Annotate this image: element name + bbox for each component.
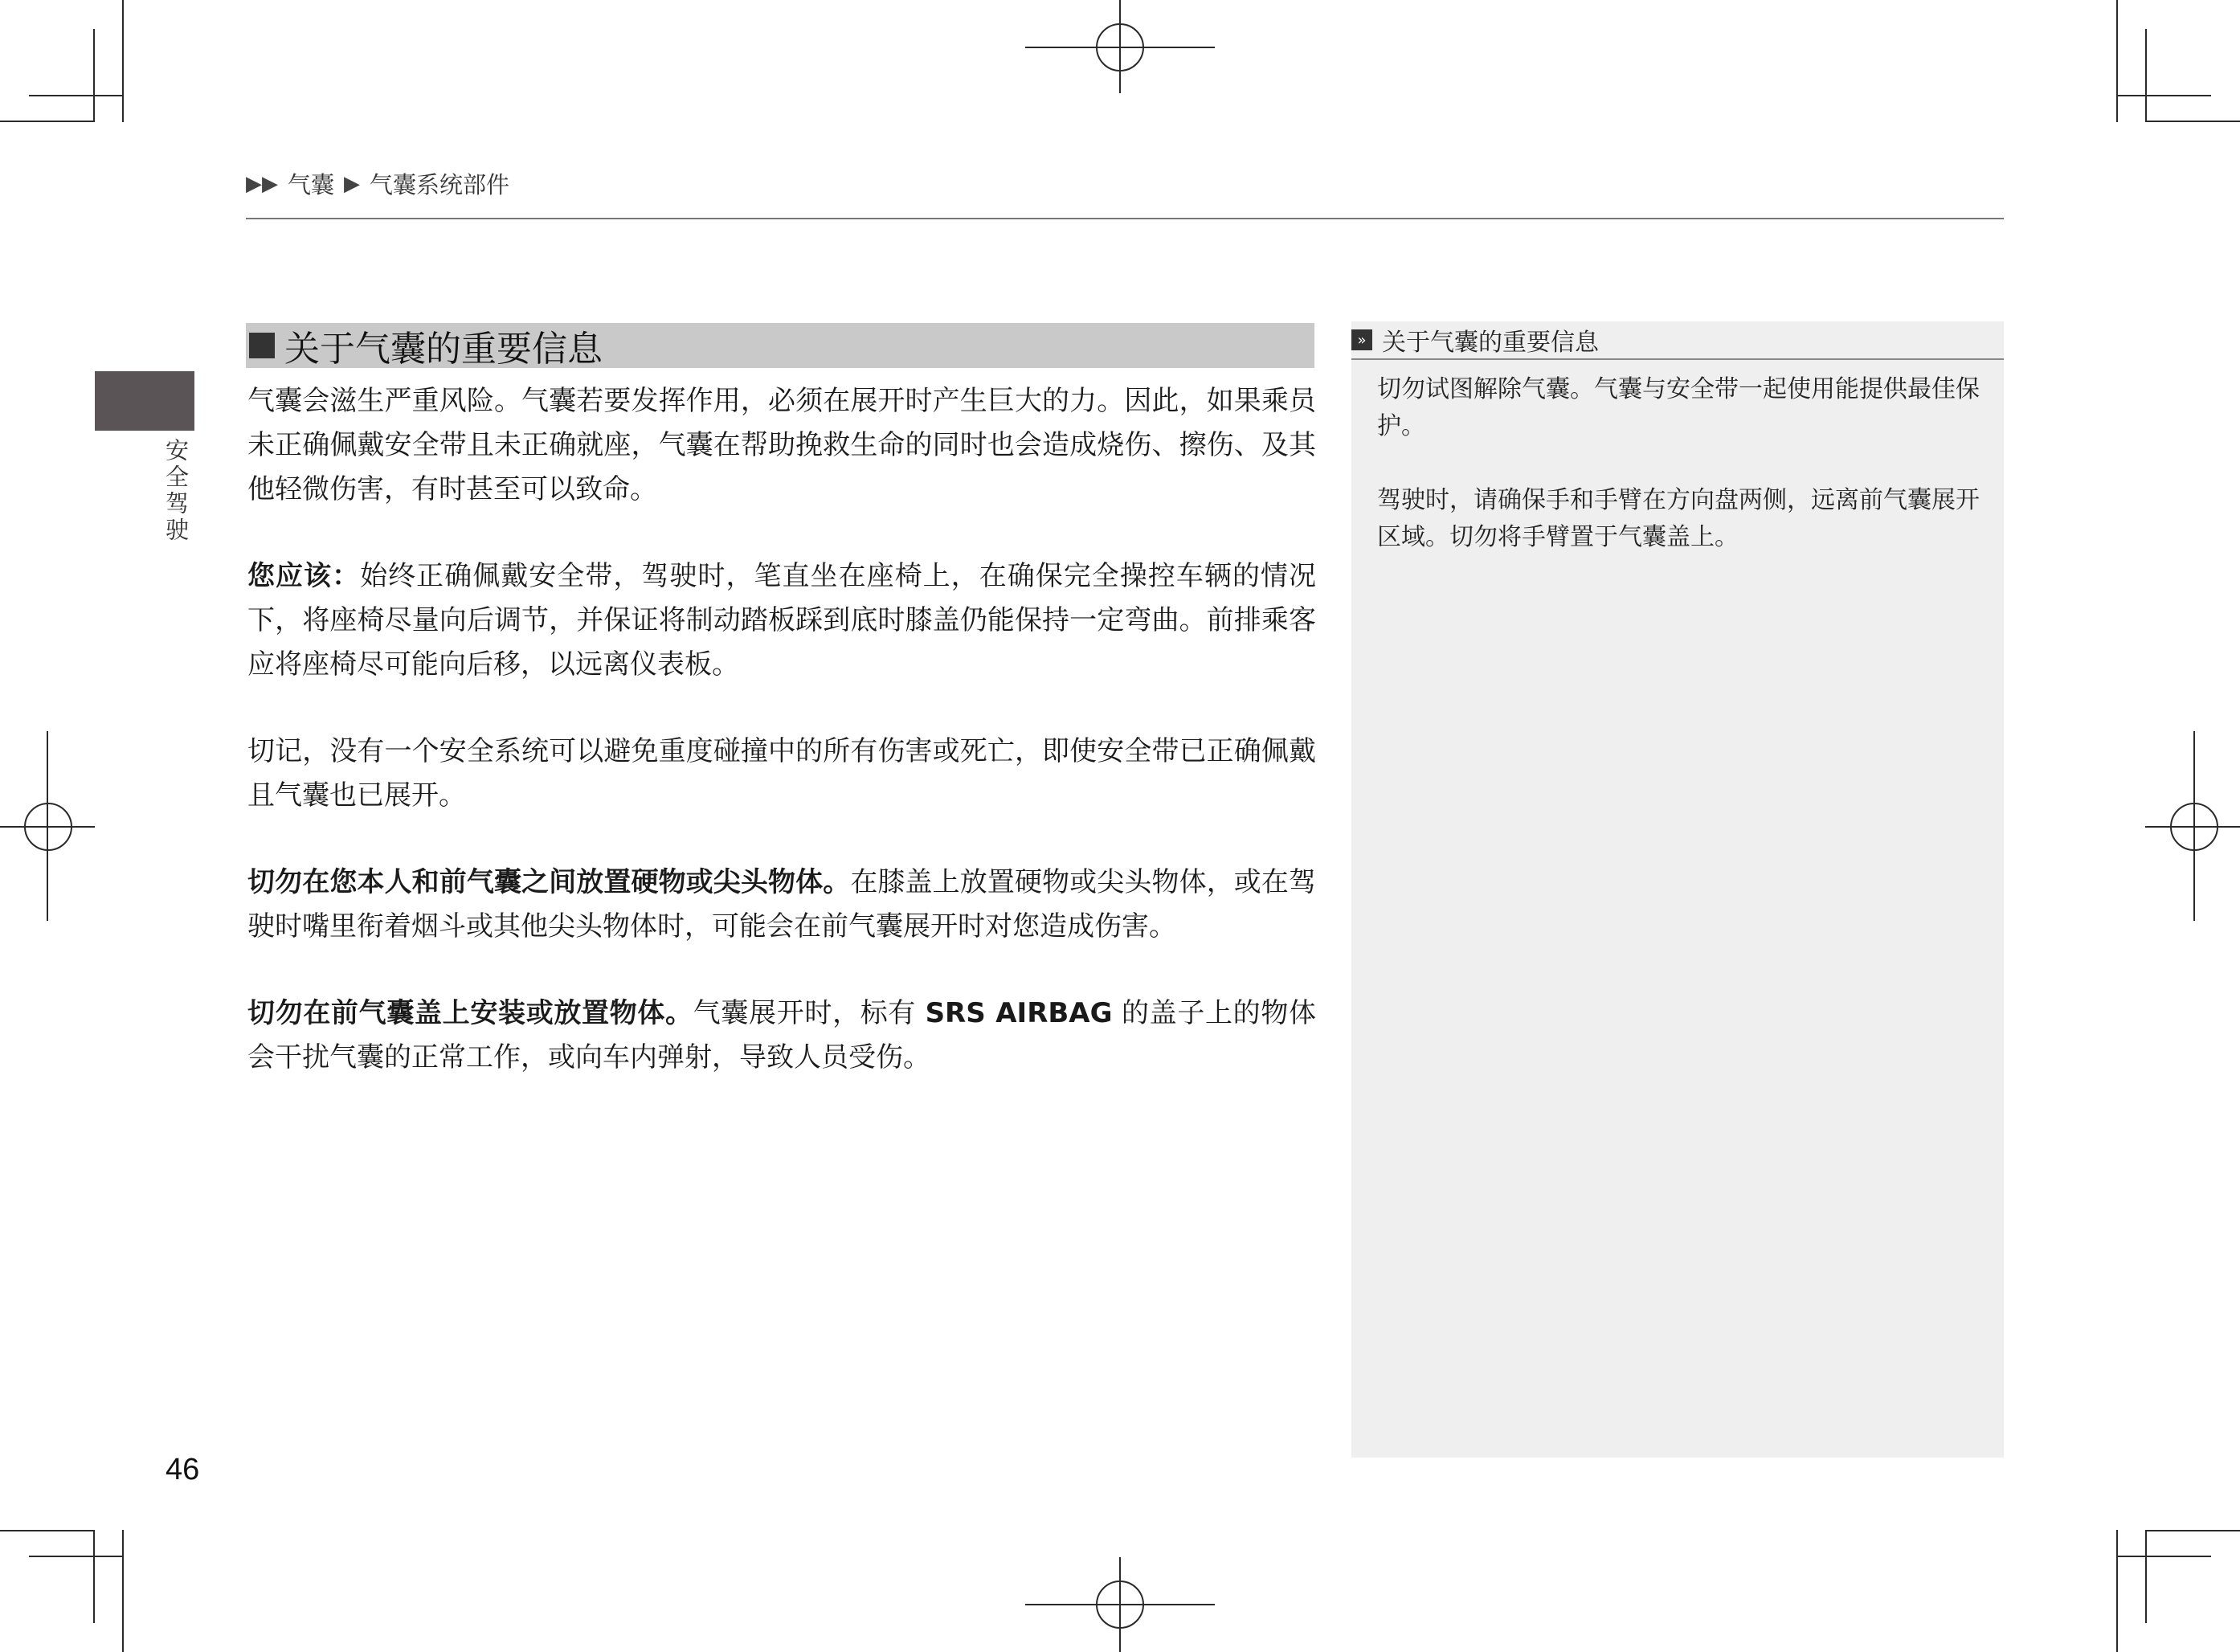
chevron-right-icon: » [1351, 329, 1372, 350]
paragraph-remember: 切记，没有一个安全系统可以避免重度碰撞中的所有伤害或死亡，即使安全带已正确佩戴且气囊也已展开。 [247, 735, 1316, 812]
sidebar-note [1351, 321, 2004, 1458]
paragraph-hard-objects-text: 在膝盖上放置硬物或尖头物体，或在驾驶时嘴里衔着烟斗或其他尖头物体时，可能会在前气囊展开时对您造成伤害。 [247, 866, 1317, 943]
paragraph-hard-objects-lead: 切勿在您本人和前气囊之间放置硬物或尖头物体。 [247, 866, 851, 898]
sidebar-note-header [1351, 321, 2004, 360]
sidebar-paragraph-1: 切勿试图解除气囊。气囊与安全带一起使用能提供最佳保护。 [1377, 375, 1980, 440]
srs-airbag-label: SRS AIRBAG [925, 997, 1113, 1029]
paragraph-hard-objects [247, 861, 1316, 949]
paragraph-cover-objects-text-b: 的盖子上的物体会干扰气囊的正常工作，或向车内弹射，导致人员受伤。 [247, 997, 1317, 1073]
sidebar-note-body [1377, 371, 1980, 593]
sidebar-note-title: 关于气囊的重要信息 [1382, 329, 1599, 357]
chapter-tab[interactable] [95, 371, 194, 431]
chapter-label: 安全驾驶 [162, 438, 190, 544]
double-arrow-icon: ▶▶ [246, 171, 278, 196]
square-bullet-icon [249, 333, 275, 358]
section-heading [246, 323, 1314, 368]
main-content [247, 379, 1316, 1122]
paragraph-cover-objects [247, 992, 1316, 1080]
sidebar-paragraph-2: 驾驶时，请确保手和手臂在方向盘两侧，远离前气囊展开区域。切勿将手臂置于气囊盖上。 [1377, 486, 1980, 551]
paragraph-should-lead: 您应该： [247, 560, 361, 592]
paragraph-cover-objects-lead: 切勿在前气囊盖上安装或放置物体。 [247, 997, 693, 1029]
paragraph-cover-objects-text-a: 气囊展开时，标有 [693, 997, 926, 1029]
paragraph-should-text: 始终正确佩戴安全带，驾驶时，笔直坐在座椅上，在确保完全操控车辆的情况下，将座椅尽量向后调节，并保证将制动踏板踩到底时膝盖仍能保持一定弯曲。前排乘客应将座椅尽可能向后移，以远离仪表板。 [247, 560, 1316, 681]
breadcrumb [246, 167, 509, 200]
breadcrumb-item-airbag[interactable]: 气囊 [288, 171, 335, 198]
header-rule [246, 218, 2004, 219]
breadcrumb-item-airbag-components[interactable]: 气囊系统部件 [370, 171, 510, 198]
paragraph-should [247, 554, 1316, 687]
arrow-icon: ▶ [344, 171, 361, 196]
section-title: 关于气囊的重要信息 [284, 329, 603, 370]
page-number: 46 [166, 1453, 200, 1486]
paragraph-risk: 气囊会滋生严重风险。气囊若要发挥作用，必须在展开时产生巨大的力。因此，如果乘员未正确佩戴安全带且未正确就座，气囊在帮助挽救生命的同时也会造成烧伤、擦伤、及其他轻微伤害，有时甚至可以致命。 [247, 385, 1316, 505]
